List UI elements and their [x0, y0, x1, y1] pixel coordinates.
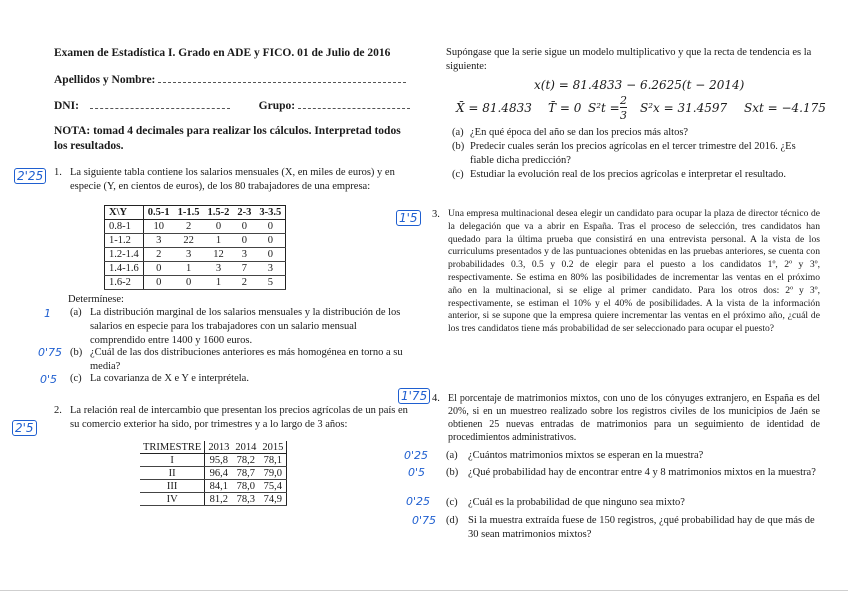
table-cell: 2 — [233, 276, 255, 290]
table-cell: 96,4 — [205, 467, 233, 480]
q4d-label: (d) — [446, 515, 459, 526]
q1b-text: ¿Cuál de las dos distribuciones anteriores es más homogénea en torno a su media? — [90, 347, 403, 372]
formula-sxt: Sxt = −4.175 — [744, 101, 826, 115]
dni-field — [54, 98, 424, 114]
table-row — [140, 480, 287, 493]
table-cell: 1.2-1.4 — [105, 248, 144, 262]
name-label: Apellidos y Nombre: — [54, 74, 156, 86]
table-row — [105, 276, 286, 290]
table-cell: 0 — [174, 276, 204, 290]
q4b-label: (b) — [446, 467, 459, 478]
table-cell: 78,3 — [232, 493, 259, 506]
table-cell: 3 — [233, 248, 255, 262]
table-cell: 1 — [204, 234, 234, 248]
table-cell: 7 — [233, 262, 255, 276]
table-cell: 1.6-2 — [105, 276, 144, 290]
q3-score: 1'5 — [396, 210, 421, 226]
q1c-label: (c) — [70, 373, 82, 384]
formula-frac-num: 2 — [620, 94, 627, 107]
dni-blank — [90, 98, 230, 109]
table-cell: 78,0 — [232, 480, 259, 493]
q4-number: 4. — [432, 393, 440, 404]
table-cell: 0 — [255, 248, 285, 262]
table-row — [105, 262, 286, 276]
table-row — [105, 220, 286, 234]
table-cell: 1 — [204, 276, 234, 290]
table-row — [140, 467, 287, 480]
table-cell: 0 — [255, 220, 285, 234]
exam-note: NOTA: tomad 4 decimales para realizar los cálculos. Interpretad todos los resultados. — [54, 125, 401, 152]
q1c-text: La covarianza de X e Y e interprétela. — [90, 373, 249, 384]
table-header-cell: 1-1.5 — [174, 206, 204, 220]
q1b-score: 0'75 — [38, 346, 63, 359]
table-cell: 74,9 — [259, 493, 287, 506]
table-header-cell: 1.5-2 — [204, 206, 234, 220]
formula-st2: S²t = — [588, 101, 620, 115]
table-header-cell: 0.5-1 — [143, 206, 173, 220]
q2-intro: Supóngase que la serie sigue un modelo multiplicativo y que la recta de tendencia es la siguiente: — [446, 47, 812, 72]
q1-number: 1. — [54, 167, 62, 178]
table-header-cell: 2-3 — [233, 206, 255, 220]
q1a-text: La distribución marginal de los salarios mensuales y la distribución de los salarios en especie para los trabajadores con un salario mensual comprendido entre 1400 y 1600 euros. — [90, 307, 401, 346]
group-label: Grupo: — [258, 100, 296, 112]
q3-number: 3. — [432, 209, 440, 220]
q2-score: 2'5 — [12, 420, 37, 436]
q4a-label: (a) — [446, 450, 458, 461]
table-cell: 3 — [255, 262, 285, 276]
q2b-text: Predecir cuales serán los precios agrícolas en el tercer trimestre del 2016. ¿Es fiable dicha predicción? — [470, 141, 796, 166]
q4c-text: ¿Cuál es la probabilidad de que ninguno sea mixto? — [468, 497, 685, 508]
table-cell: 1 — [174, 262, 204, 276]
table-cell: 0 — [143, 262, 173, 276]
q4a-text: ¿Cuántos matrimonios mixtos se esperan en la muestra? — [468, 450, 704, 461]
q4-score: 1'75 — [398, 388, 430, 404]
q2a-text: ¿En qué época del año se dan los precios más altos? — [470, 127, 689, 138]
q4-text: El porcentaje de matrimonios mixtos, con uno de los cónyuges extranjero, en España es del 20%, si en un muestreo realizado sobre los registros civiles de los municipios de Jaén se obtienen 25 nuevas entradas de matrimonios para un seguimiento de identidad de procedimientos administrativos. — [448, 393, 820, 443]
stats-formula — [456, 94, 828, 124]
salary-table — [104, 205, 286, 290]
formula-tbar: T̄ = 0 — [548, 101, 582, 115]
exam-title: Examen de Estadística I. Grado en ADE y FICO. 01 de Julio de 2016 — [54, 47, 391, 59]
q1-determine: Determínese: — [68, 294, 124, 305]
q4c-score: 0'25 — [406, 495, 431, 508]
table-cell: I — [140, 454, 205, 467]
price-table — [140, 441, 287, 506]
group-blank — [298, 98, 410, 109]
table-header-cell: TRIMESTRE — [140, 441, 205, 454]
table-cell: II — [140, 467, 205, 480]
table-cell: 5 — [255, 276, 285, 290]
table-cell: 1.4-1.6 — [105, 262, 144, 276]
table-cell: 0 — [255, 234, 285, 248]
page-bottom-divider — [0, 590, 848, 591]
table-cell: 1-1.2 — [105, 234, 144, 248]
table-row — [140, 454, 287, 467]
price-table-header — [140, 441, 287, 454]
salary-table-header — [105, 206, 286, 220]
q4d-text: Si la muestra extraída fuese de 150 registros, ¿qué probabilidad hay de que más de 30 sean matrimonios mixtos? — [468, 515, 815, 540]
table-cell: 0.8-1 — [105, 220, 144, 234]
table-cell: 0 — [233, 220, 255, 234]
table-cell: 79,0 — [259, 467, 287, 480]
q1a-score: 1 — [44, 307, 51, 320]
table-cell: 75,4 — [259, 480, 287, 493]
table-row — [105, 248, 286, 262]
table-cell: 0 — [204, 220, 234, 234]
table-cell: 81,2 — [205, 493, 233, 506]
q4c-label: (c) — [446, 497, 458, 508]
table-header-cell: 2014 — [232, 441, 259, 454]
q1-score: 2'25 — [14, 168, 46, 184]
q3-text: Una empresa multinacional desea elegir un candidato para ocupar la plaza de director técnico de la delegación que va a abrir en España. Tras el proceso de selección, tres candidatos han quedado para la última prueba que consistirá en una entrevista personal. A la vista de los curriculums presentados y de las puntuaciones obtenidas en las pruebas anteriores, se cuenta con probabilidades 0.3, 0.5 y 0.2 de elegir para el puesto a los candidatos 1º, 2º y 3º, respectivamente. Se estima en 80% las posibilidades de incrementar las ventas en el próximo año en la multinacional, si se elige al primer candidato. Para los otros dos: 2º y 3º, respectivamente, se estiman el 10% y el 40% de posibilidades. A la vista de la información anterior, si se supone que la empresa quiere incrementar las ventas en el próximo año, ¿cuál de los tres candidatos tiene más probabilidad de ser seleccionado para ocupar el puesto? — [448, 208, 820, 335]
table-cell: 78,2 — [232, 454, 259, 467]
table-header-cell: X\Y — [105, 206, 144, 220]
table-cell: IV — [140, 493, 205, 506]
table-cell: 84,1 — [205, 480, 233, 493]
formula-xbar: X̄ = 81.4833 — [456, 101, 532, 115]
table-cell: 2 — [174, 220, 204, 234]
table-cell: 22 — [174, 234, 204, 248]
name-field — [54, 72, 424, 88]
table-cell: 10 — [143, 220, 173, 234]
q2-text: La relación real de intercambio que presentan los precios agrícolas de un país en su comercio exterior ha sido, por trimestres y a lo largo de 3 años: — [70, 405, 408, 430]
name-blank — [158, 72, 406, 83]
table-cell: III — [140, 480, 205, 493]
table-cell: 2 — [143, 248, 173, 262]
q1c-score: 0'5 — [40, 373, 58, 386]
q2a-label: (a) — [452, 127, 464, 138]
table-cell: 78,1 — [259, 454, 287, 467]
q1-text: La siguiente tabla contiene los salarios mensuales (X, en miles de euros) y en especie (Y, en cientos de euros), de los 80 trabajadores de una empresa: — [70, 167, 395, 192]
table-header-cell: 2015 — [259, 441, 287, 454]
formula-sx2: S²x = 31.4597 — [640, 101, 728, 115]
table-cell: 3 — [143, 234, 173, 248]
q1a-label: (a) — [70, 307, 82, 318]
q4b-score: 0'5 — [408, 466, 426, 479]
table-cell: 0 — [143, 276, 173, 290]
q2c-label: (c) — [452, 169, 464, 180]
table-cell: 78,7 — [232, 467, 259, 480]
trend-formula: x(t) = 81.4833 − 6.2625(t − 2014) — [534, 78, 745, 92]
formula-frac-den: 3 — [620, 109, 627, 122]
q4a-score: 0'25 — [404, 449, 429, 462]
q2b-label: (b) — [452, 141, 465, 152]
q2c-text: Estudiar la evolución real de los precios agrícolas e interpretar el resultado. — [470, 169, 787, 180]
q1b-label: (b) — [70, 347, 83, 358]
q2-number: 2. — [54, 405, 62, 416]
q4b-text: ¿Qué probabilidad hay de encontrar entre 4 y 8 matrimonios mixtos en la muestra? — [468, 467, 816, 478]
table-row — [105, 234, 286, 248]
table-cell: 0 — [233, 234, 255, 248]
table-cell: 12 — [204, 248, 234, 262]
q4d-score: 0'75 — [412, 514, 437, 527]
table-row — [140, 493, 287, 506]
table-cell: 3 — [204, 262, 234, 276]
table-header-cell: 3-3.5 — [255, 206, 285, 220]
table-cell: 95,8 — [205, 454, 233, 467]
dni-label: DNI: — [54, 100, 79, 112]
table-cell: 3 — [174, 248, 204, 262]
table-header-cell: 2013 — [205, 441, 233, 454]
